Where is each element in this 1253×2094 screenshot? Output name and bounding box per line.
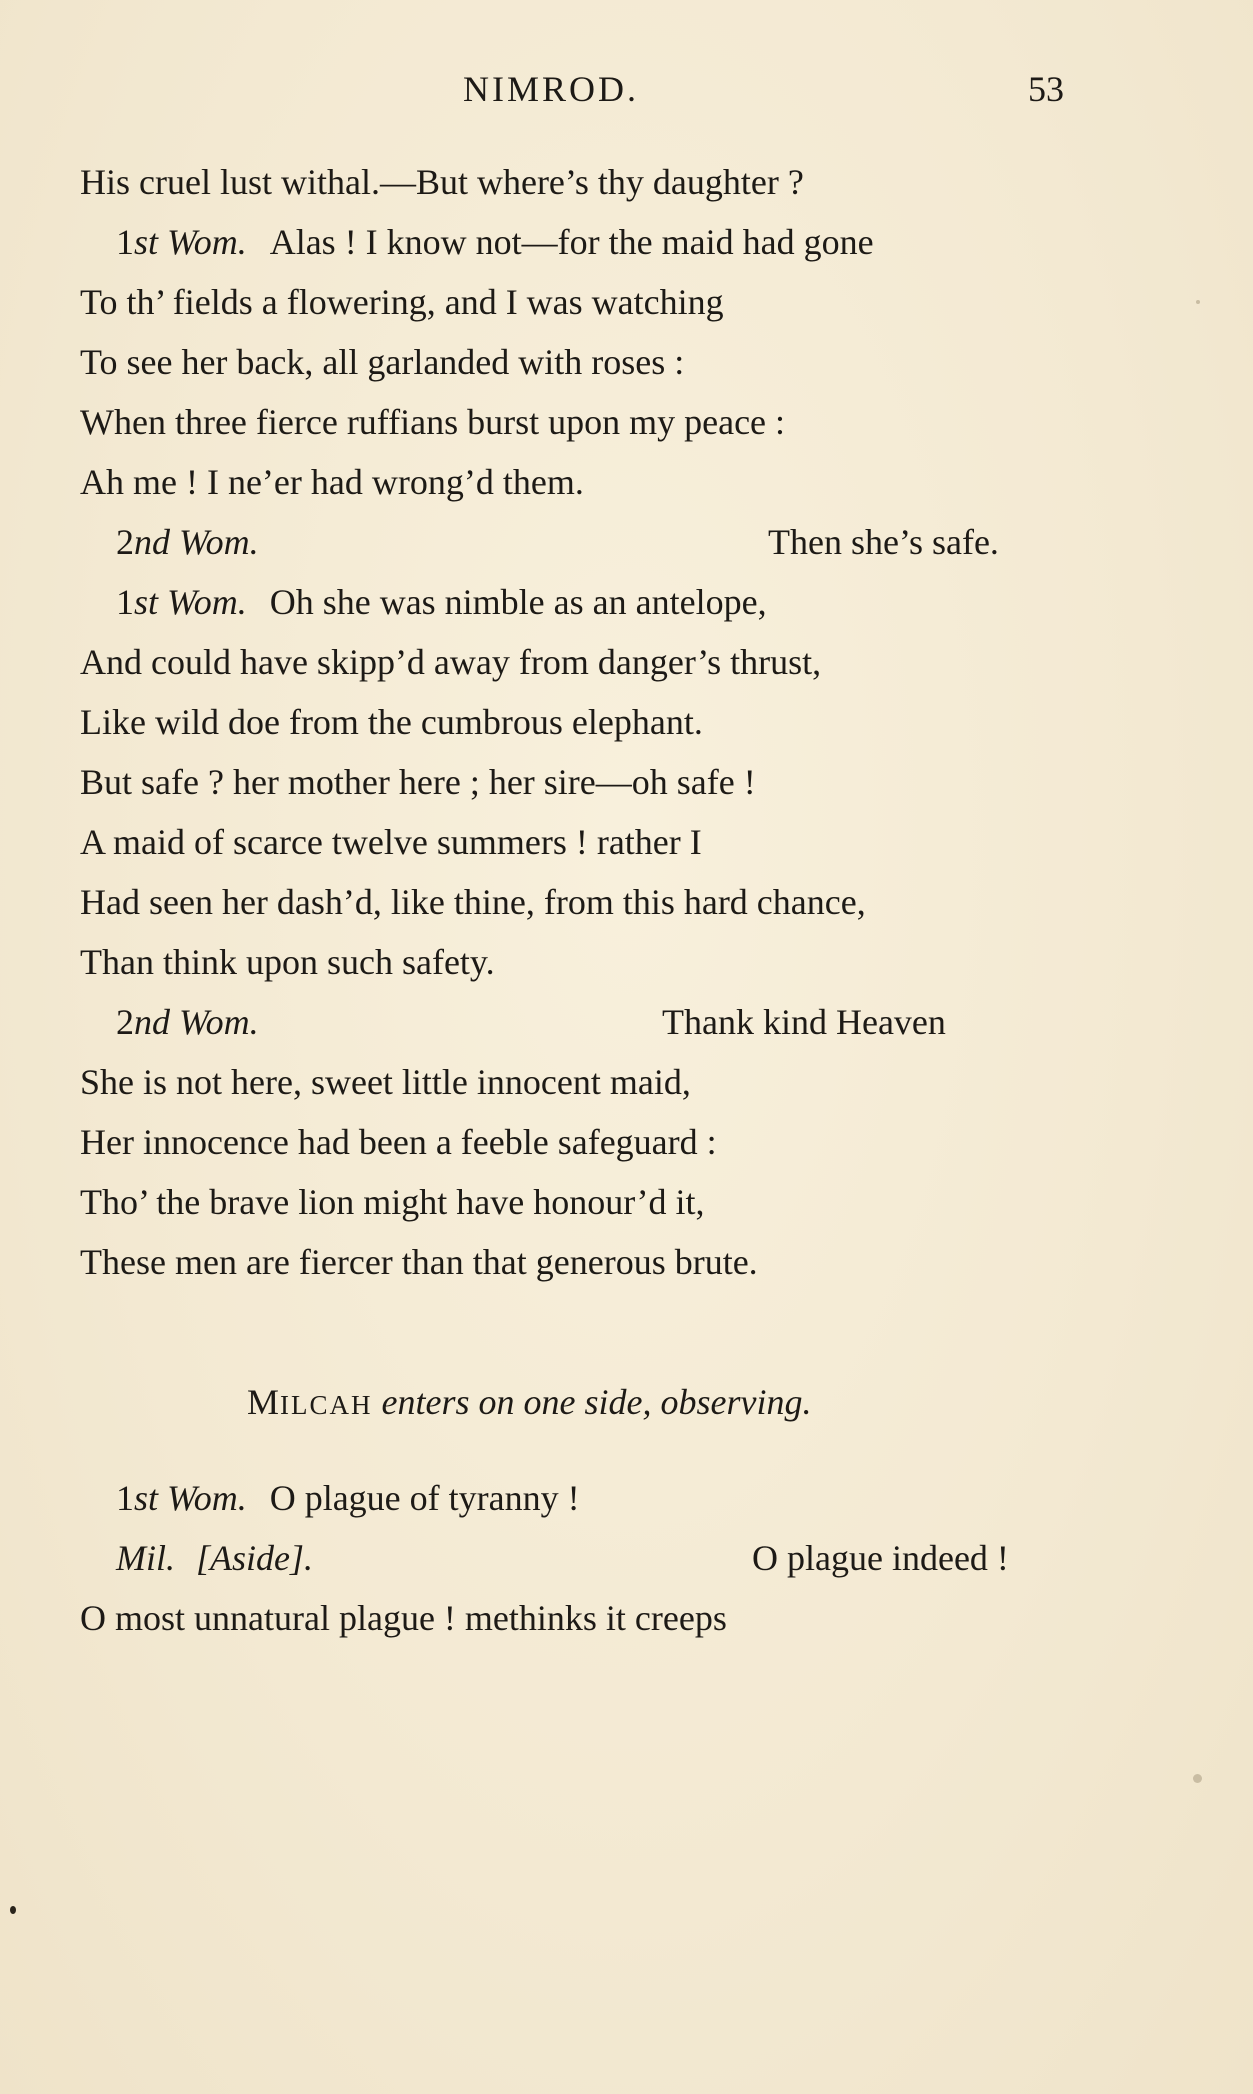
speech-line: [80, 520, 1090, 564]
speech-line: [80, 580, 1090, 624]
verse-line: But safe ? her mother here ; her sire—oh safe !: [80, 762, 756, 802]
speaker-suffix: st: [134, 222, 159, 262]
stage-direction: [247, 1380, 1253, 1427]
paper-speck: [1193, 1774, 1202, 1783]
verse-line: O most unnatural plague ! methinks it creeps: [80, 1598, 727, 1638]
speaker-number: 2: [116, 1002, 134, 1042]
speaker-name: Wom.: [170, 1002, 259, 1042]
verse-line: Had seen her dash’d, like thine, from this hard chance,: [80, 882, 866, 922]
speaker-name: Wom.: [158, 222, 247, 262]
verse-line: Her innocence had been a feeble safeguard :: [80, 1122, 717, 1162]
speaker-label: [116, 582, 247, 622]
verse-line: To th’ fields a flowering, and I was watching: [80, 282, 724, 322]
verse-line: When three fierce ruffians burst upon my peace :: [80, 402, 786, 442]
speaker-name: Wom.: [158, 1478, 247, 1518]
stage-direction-text: enters on one side, observing.: [372, 1382, 812, 1422]
speech-text: O plague indeed !: [752, 1538, 1009, 1578]
speaker-number: 1: [116, 222, 134, 262]
speaker-number: 2: [116, 522, 134, 562]
verse-line: To see her back, all garlanded with roses :: [80, 342, 685, 382]
speech-line: [80, 1000, 1090, 1044]
speaker-suffix: st: [134, 582, 159, 622]
speaker-label: [116, 522, 259, 562]
verse-line: Ah me ! I ne’er had wrong’d them.: [80, 462, 584, 502]
running-title: NIMROD.: [463, 69, 640, 109]
character-name: [247, 1382, 373, 1422]
speech-line: [80, 220, 1090, 264]
aside-direction: [Aside].: [196, 1538, 313, 1578]
verse-line: Like wild doe from the cumbrous elephant.: [80, 702, 703, 742]
verse-line: And could have skipp’d away from danger’s thrust,: [80, 642, 822, 682]
speaker-suffix: st: [134, 1478, 159, 1518]
speech-text: Oh she was nimble as an antelope,: [269, 582, 767, 622]
ink-speck: [10, 1906, 16, 1914]
verse-line: A maid of scarce twelve summers ! rather I: [80, 822, 702, 862]
speech-text: Alas ! I know not—for the maid had gone: [269, 222, 874, 262]
speaker-label: [116, 1478, 247, 1518]
verse-line: His cruel lust withal.—But where’s thy daughter ?: [80, 162, 804, 202]
speech-text: Thank kind Heaven: [662, 1002, 946, 1042]
speech-line: [80, 1476, 1090, 1520]
page-number: 53: [1028, 69, 1064, 109]
speaker-suffix: nd: [134, 522, 170, 562]
speaker-number: 1: [116, 1478, 134, 1518]
speaker-label: [116, 1002, 259, 1042]
speaker-number: 1: [116, 582, 134, 622]
verse-line: These men are fiercer than that generous brute.: [80, 1242, 758, 1282]
speaker-name: Wom.: [158, 582, 247, 622]
speaker-suffix: nd: [134, 1002, 170, 1042]
name-initial: M: [247, 1382, 281, 1422]
speech-text: Then she’s safe.: [768, 522, 999, 562]
verse-line: Than think upon such safety.: [80, 942, 495, 982]
speech-text: O plague of tyranny !: [269, 1478, 580, 1518]
verse-line: She is not here, sweet little innocent maid,: [80, 1062, 691, 1102]
speaker-name: Wom.: [170, 522, 259, 562]
speaker-label: Mil.: [116, 1538, 175, 1578]
name-small-caps: ILCAH: [280, 1390, 373, 1420]
speech-line: [80, 1536, 1090, 1580]
paper-speck: [1196, 300, 1200, 304]
speaker-label: [116, 222, 247, 262]
page-header: [0, 68, 1253, 118]
verse-line: Tho’ the brave lion might have honour’d it,: [80, 1182, 705, 1222]
